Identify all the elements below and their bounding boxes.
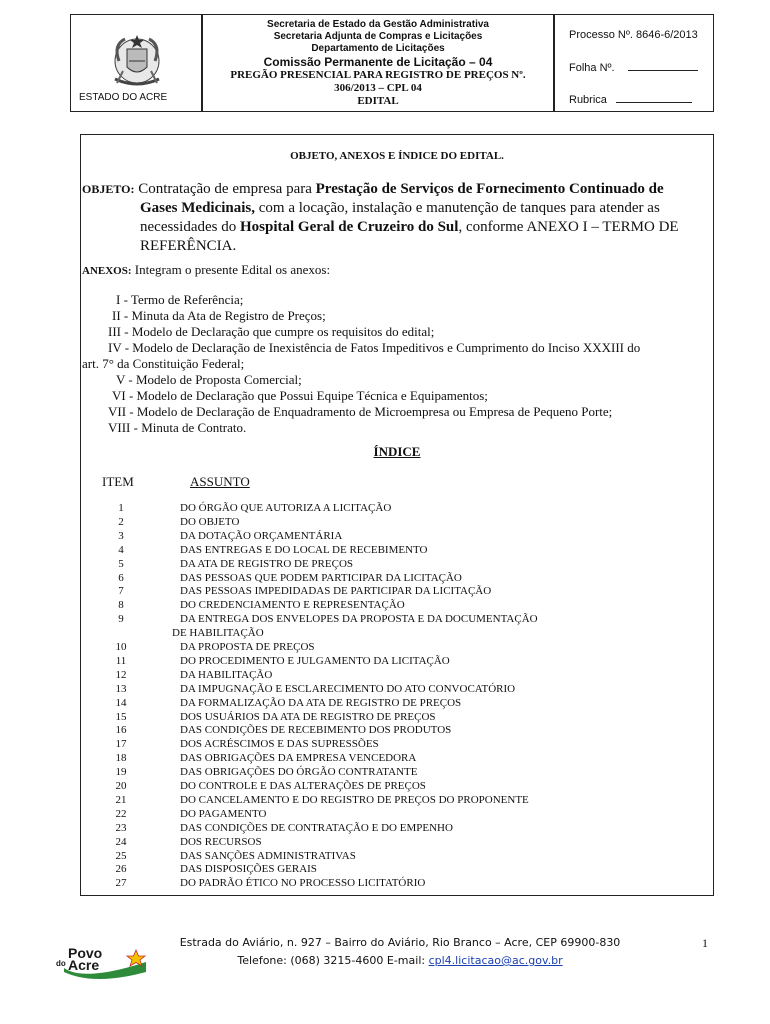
indice-item-number: 12 bbox=[115, 668, 127, 681]
indice-item-subject: DO PROCEDIMENTO E JULGAMENTO DA LICITAÇÃO bbox=[180, 654, 450, 667]
header-line-adjunta: Secretaria Adjunta de Compras e Licitações bbox=[273, 31, 483, 42]
indice-item-number: 19 bbox=[115, 766, 127, 779]
indice-item-number: 6 bbox=[118, 571, 124, 584]
objeto-text-2: com a locação, instalação e manutenção de tanques para atender as bbox=[258, 200, 660, 216]
indice-item-number: 11 bbox=[115, 654, 127, 667]
objeto-label: OBJETO: bbox=[82, 182, 135, 196]
indice-item-number: 4 bbox=[118, 543, 124, 556]
indice-item-number: 24 bbox=[115, 835, 127, 848]
folha-label: Folha Nº. bbox=[569, 62, 615, 74]
indice-item-subject: DAS CONDIÇÕES DE CONTRATAÇÃO E DO EMPENHO bbox=[180, 821, 453, 834]
indice-item-subject: DAS PESSOAS QUE PODEM PARTICIPAR DA LICITAÇÃO bbox=[180, 571, 462, 584]
rubrica-blank bbox=[616, 93, 692, 103]
anexo-item-continuation: art. 7° da Constituição Federal; bbox=[82, 356, 245, 371]
indice-item-subject: DO PAGAMENTO bbox=[180, 807, 267, 820]
indice-item-number: 20 bbox=[115, 780, 127, 792]
folha-blank bbox=[628, 61, 698, 71]
indice-item-subject: DAS DISPOSIÇÕES GERAIS bbox=[180, 863, 317, 876]
indice-item-subject: DA DOTAÇÃO ORÇAMENTÁRIA bbox=[180, 529, 343, 542]
indice-item-subject: DAS OBRIGAÇÕES DA EMPRESA VENCEDORA bbox=[180, 752, 417, 765]
indice-item-subject: DAS PESSOAS IMPEDIDADAS DE PARTICIPAR DA LICITAÇÃO bbox=[180, 585, 492, 598]
objeto-bold-1: Prestação de Serviços de Fornecimento Continuado de bbox=[315, 181, 664, 197]
folha-field bbox=[569, 61, 698, 74]
indice-item-subject: DO OBJETO bbox=[180, 515, 240, 528]
objeto-bold-2: Gases Medicinais, bbox=[140, 200, 255, 216]
indice-item-number: 8 bbox=[118, 599, 124, 612]
section-title: OBJETO, ANEXOS E ÍNDICE DO EDITAL. bbox=[290, 150, 504, 162]
objeto-text-5: REFERÊNCIA. bbox=[140, 238, 237, 254]
indice-item-number: 5 bbox=[118, 557, 124, 570]
objeto-text-3: necessidades do bbox=[140, 219, 237, 235]
indice-item-subject: DA HABILITAÇÃO bbox=[180, 668, 273, 681]
indice-item-subject: DOS ACRÉSCIMOS E DAS SUPRESSÕES bbox=[180, 738, 379, 751]
indice-item-subject: DO CONTROLE E DAS ALTERAÇÕES DE PREÇOS bbox=[180, 780, 426, 792]
logo-text-povo: Povo bbox=[68, 945, 103, 961]
indice-item-subject: DOS USUÁRIOS DA ATA DE REGISTRO DE PREÇOS bbox=[180, 710, 436, 723]
header-line-comissao: Comissão Permanente de Licitação – 04 bbox=[263, 55, 493, 69]
header-line-departamento: Departamento de Licitações bbox=[311, 43, 445, 54]
header-line-pregao: PREGÃO PRESENCIAL PARA REGISTRO DE PREÇOS Nº. bbox=[230, 69, 526, 81]
indice-item-number: 18 bbox=[115, 752, 127, 765]
anexo-item: VIII - Minuta de Contrato. bbox=[108, 420, 247, 435]
footer-contact bbox=[150, 952, 650, 970]
anexo-item: V - Modelo de Proposta Comercial; bbox=[116, 372, 302, 387]
indice-item-number: 27 bbox=[115, 877, 127, 890]
processo-number: Processo Nº. 8646-6/2013 bbox=[569, 29, 698, 41]
indice-item-subject: DA IMPUGNAÇÃO E ESCLARECIMENTO DO ATO CONVOCATÓRIO bbox=[180, 682, 516, 695]
header-logo-box bbox=[70, 14, 202, 112]
indice-title: ÍNDICE bbox=[373, 444, 421, 459]
logo-text-acre: Acre bbox=[68, 957, 100, 973]
indice-item-number: 16 bbox=[115, 724, 127, 737]
indice-item-number: 10 bbox=[115, 641, 127, 653]
indice-item-number: 2 bbox=[118, 515, 124, 528]
anexo-item: III - Modelo de Declaração que cumpre os requisitos do edital; bbox=[108, 324, 435, 339]
indice-item-number: 13 bbox=[115, 682, 127, 695]
page-number: 1 bbox=[702, 936, 708, 950]
indice-item-subject: DAS ENTREGAS E DO LOCAL DE RECEBIMENTO bbox=[180, 543, 428, 556]
indice-item-subject: DE HABILITAÇÃO bbox=[172, 627, 264, 640]
indice-item-subject: DA ATA DE REGISTRO DE PREÇOS bbox=[180, 557, 354, 570]
indice-item-subject: DAS OBRIGAÇÕES DO ÓRGÃO CONTRATANTE bbox=[180, 766, 418, 779]
header-line-edital: EDITAL bbox=[357, 95, 399, 107]
indice-item-subject: DO CREDENCIAMENTO E REPRESENTAÇÃO bbox=[180, 599, 405, 612]
indice-item-number: 26 bbox=[115, 863, 127, 876]
rubrica-label: Rubrica bbox=[569, 94, 607, 106]
povo-do-acre-logo bbox=[54, 942, 154, 982]
header-line-secretaria: Secretaria de Estado da Gestão Administrativa bbox=[267, 19, 489, 30]
indice-item-number: 21 bbox=[115, 793, 127, 806]
indice-item-subject: DO ÓRGÃO QUE AUTORIZA A LICITAÇÃO bbox=[180, 502, 392, 514]
indice-item-subject: DAS SANÇÕES ADMINISTRATIVAS bbox=[180, 849, 356, 862]
anexo-item: I - Termo de Referência; bbox=[116, 292, 244, 307]
indice-item-number: 3 bbox=[118, 529, 124, 542]
estado-label: ESTADO DO ACRE bbox=[79, 92, 168, 103]
indice-item-subject: DA PROPOSTA DE PREÇOS bbox=[180, 641, 315, 653]
objeto-text-4: , conforme ANEXO I – TERMO DE bbox=[458, 219, 679, 235]
header-line-number: 306/2013 – CPL 04 bbox=[334, 82, 422, 94]
footer bbox=[150, 934, 650, 970]
indice-item-number: 9 bbox=[118, 613, 124, 626]
indice-item-subject: DO PADRÃO ÉTICO NO PROCESSO LICITATÓRIO bbox=[180, 877, 426, 890]
footer-phone: Telefone: (068) 3215-4600 E-mail: bbox=[237, 954, 426, 967]
indice-item-number: 14 bbox=[115, 696, 127, 709]
indice-item-subject: DA FORMALIZAÇÃO DA ATA DE REGISTRO DE PREÇOS bbox=[180, 696, 462, 709]
indice-item-number: 23 bbox=[115, 821, 127, 834]
anexos-intro: Integram o presente Edital os anexos: bbox=[134, 262, 331, 277]
col-header-item: ITEM bbox=[102, 474, 134, 489]
anexo-item: VI - Modelo de Declaração que Possui Equipe Técnica e Equipamentos; bbox=[112, 388, 488, 403]
footer-address: Estrada do Aviário, n. 927 – Bairro do Aviário, Rio Branco – Acre, CEP 69900-830 bbox=[179, 936, 621, 949]
indice-item-subject: DO CANCELAMENTO E DO REGISTRO DE PREÇOS DO PROPONENTE bbox=[180, 793, 529, 806]
header-process-box bbox=[554, 14, 714, 112]
indice-item-number: 1 bbox=[118, 502, 124, 514]
anexo-item: II - Minuta da Ata de Registro de Preços; bbox=[112, 308, 326, 323]
indice-item-number: 7 bbox=[118, 585, 124, 598]
indice-item-number: 17 bbox=[115, 738, 127, 751]
indice-item-subject: DA ENTREGA DOS ENVELOPES DA PROPOSTA E DA DOCUMENTAÇÃO bbox=[180, 613, 538, 626]
anexos-intro-line bbox=[82, 262, 330, 279]
coat-of-arms-icon bbox=[105, 31, 169, 93]
indice-item-number: 15 bbox=[115, 710, 127, 723]
logo-text-do: do bbox=[56, 959, 66, 968]
header-title-box bbox=[202, 14, 554, 112]
anexo-item: VII - Modelo de Declaração de Enquadramento de Microempresa ou Empresa de Pequeno Porte; bbox=[108, 404, 613, 419]
objeto-bold-3: Hospital Geral de Cruzeiro do Sul bbox=[239, 219, 459, 235]
indice-item-number: 25 bbox=[115, 849, 127, 862]
anexos-label: ANEXOS: bbox=[82, 265, 132, 277]
rubrica-field bbox=[569, 93, 692, 106]
footer-email-link[interactable]: cpl4.licitacao@ac.gov.br bbox=[428, 954, 563, 967]
col-header-assunto: ASSUNTO bbox=[190, 474, 250, 489]
indice-item-subject: DOS RECURSOS bbox=[180, 835, 262, 848]
anexo-item: IV - Modelo de Declaração de Inexistência de Fatos Impeditivos e Cumprimento do Inciso XXXIII do bbox=[108, 340, 641, 355]
indice-item-subject: DAS CONDIÇÕES DE RECEBIMENTO DOS PRODUTOS bbox=[180, 724, 452, 737]
objeto-text-1: Contratação de empresa para bbox=[138, 181, 312, 197]
indice-item-number: 22 bbox=[115, 807, 127, 820]
